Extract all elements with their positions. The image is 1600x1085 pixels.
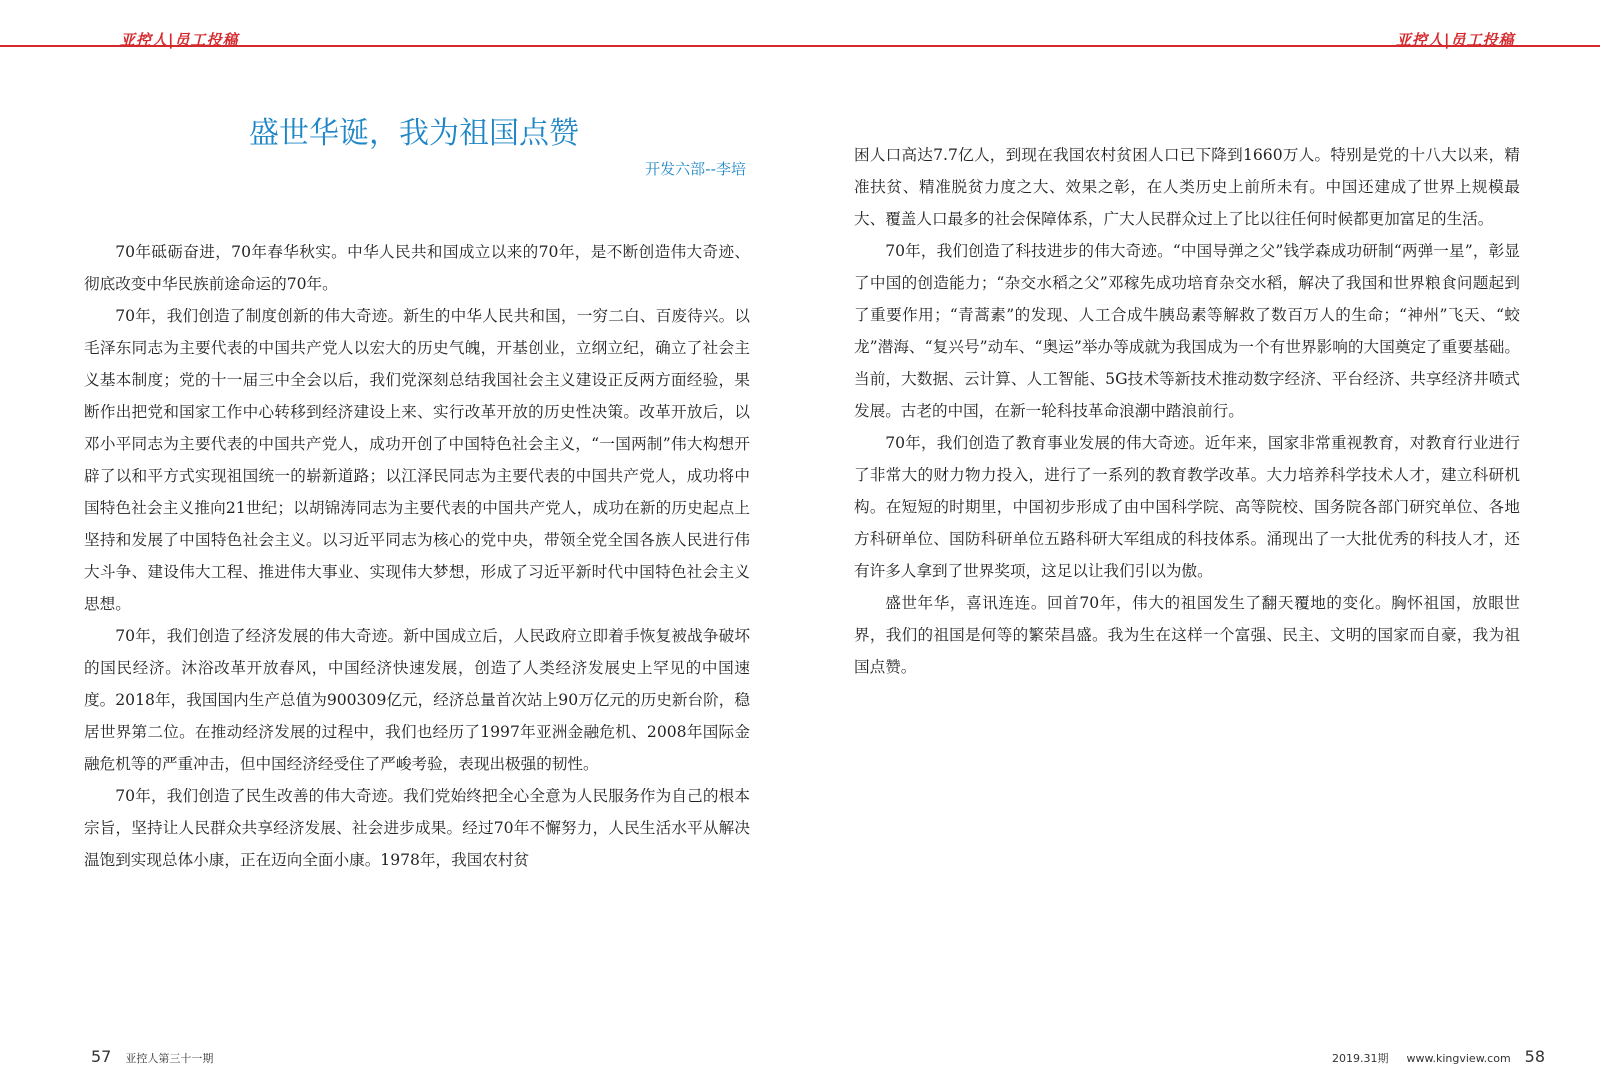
paragraph-intro: 70年砥砺奋进，70年春华秋实。中华人民共和国成立以来的70年，是不断创造伟大奇迹、彻底改变中华民族前途命运的70年。 xyxy=(84,243,750,293)
article-title: 盛世华诞，我为祖国点赞 xyxy=(249,116,579,151)
footer-left xyxy=(91,1047,213,1066)
header-section-tag-left: 亚控人|员工投稿 xyxy=(120,31,239,49)
header-rule xyxy=(0,45,1600,47)
website-url: www.kingview.com xyxy=(1406,1052,1511,1065)
paragraph-technology: 70年，我们创造了科技进步的伟大奇迹。“中国导弹之父”钱学森成功研制“两弹一星”，彰显了中国的创造能力；“杂交水稻之父”邓稼先成功培育杂交水稻，解决了我国和世界粮食问题起到了重要作用；“青蒿素”的发现、人工合成牛胰岛素等解救了数百万人的生命；“神州”飞天、“蛟龙”潜海、“复兴号”动车、“奥运”举办等成就为我国成为一个有世界影响的大国奠定了重要基础。当前，大数据、云计算、人工智能、5G技术等新技术推动数字经济、平台经济、共享经济井喷式发展。古老的中国，在新一轮科技革命浪潮中踏浪前行。 xyxy=(854,242,1520,420)
header-section-tag-right: 亚控人|员工投稿 xyxy=(1396,31,1515,49)
paragraph-livelihood-continued: 困人口高达7.7亿人，到现在我国农村贫困人口已下降到1660万人。特别是党的十八大以来，精准扶贫、精准脱贫力度之大、效果之彰，在人类历史上前所未有。中国还建成了世界上规模最大、覆盖人口最多的社会保障体系，广大人民群众过上了比以往任何时候都更加富足的生活。 xyxy=(854,146,1520,228)
article-author: 开发六部--李培 xyxy=(645,160,746,178)
left-column xyxy=(84,236,750,876)
issue-label: 2019.31期 xyxy=(1332,1052,1389,1065)
paragraph-institution: 70年，我们创造了制度创新的伟大奇迹。新生的中华人民共和国，一穷二白、百废待兴。以毛泽东同志为主要代表的中国共产党人以宏大的历史气魄，开基创业，立纲立纪，确立了社会主义基本制度；党的十一届三中全会以后，我们党深刻总结我国社会主义建设正反两方面经验，果断作出把党和国家工作中心转移到经济建设上来、实行改革开放的历史性决策。改革开放后，以邓小平同志为主要代表的中国共产党人，成功开创了中国特色社会主义，“一国两制”伟大构想开辟了以和平方式实现祖国统一的崭新道路；以江泽民同志为主要代表的中国共产党人，成功将中国特色社会主义推向21世纪；以胡锦涛同志为主要代表的中国共产党人，成功在新的历史起点上坚持和发展了中国特色社会主义。以习近平同志为核心的党中央，带领全党全国各族人民进行伟大斗争、建设伟大工程、推进伟大事业、实现伟大梦想，形成了习近平新时代中国特色社会主义思想。 xyxy=(84,307,750,613)
paragraph-livelihood: 70年，我们创造了民生改善的伟大奇迹。我们党始终把全心全意为人民服务作为自己的根本宗旨，坚持让人民群众共享经济发展、社会进步成果。经过70年不懈努力，人民生活水平从解决温饱到实现总体小康，正在迈向全面小康。1978年，我国农村贫 xyxy=(84,787,750,869)
magazine-issue-label: 亚控人第三十一期 xyxy=(125,1052,214,1065)
footer-right xyxy=(1332,1047,1545,1066)
paragraph-conclusion: 盛世年华，喜讯连连。回首70年，伟大的祖国发生了翻天覆地的变化。胸怀祖国，放眼世界，我们的祖国是何等的繁荣昌盛。我为生在这样一个富强、民主、文明的国家而自豪，我为祖国点赞。 xyxy=(854,594,1520,676)
paragraph-education: 70年，我们创造了教育事业发展的伟大奇迹。近年来，国家非常重视教育，对教育行业进行了非常大的财力物力投入，进行了一系列的教育教学改革。大力培养科学技术人才，建立科研机构。在短短的时期里，中国初步形成了由中国科学院、高等院校、国务院各部门研究单位、各地方科研单位、国防科研单位五路科研大军组成的科技体系。涌现出了一大批优秀的科技人才，还有许多人拿到了世界奖项，这足以让我们引以为傲。 xyxy=(854,434,1520,580)
right-column xyxy=(854,139,1520,683)
paragraph-economy: 70年，我们创造了经济发展的伟大奇迹。新中国成立后，人民政府立即着手恢复被战争破坏的国民经济。沐浴改革开放春风，中国经济快速发展，创造了人类经济发展史上罕见的中国速度。2018年，我国国内生产总值为900309亿元，经济总量首次站上90万亿元的历史新台阶，稳居世界第二位。在推动经济发展的过程中，我们也经历了1997年亚洲金融危机、2008年国际金融危机等的严重冲击，但中国经济经受住了严峻考验，表现出极强的韧性。 xyxy=(84,627,750,773)
page-number-right: 58 xyxy=(1524,1047,1546,1066)
page-number-left: 57 xyxy=(91,1047,112,1066)
